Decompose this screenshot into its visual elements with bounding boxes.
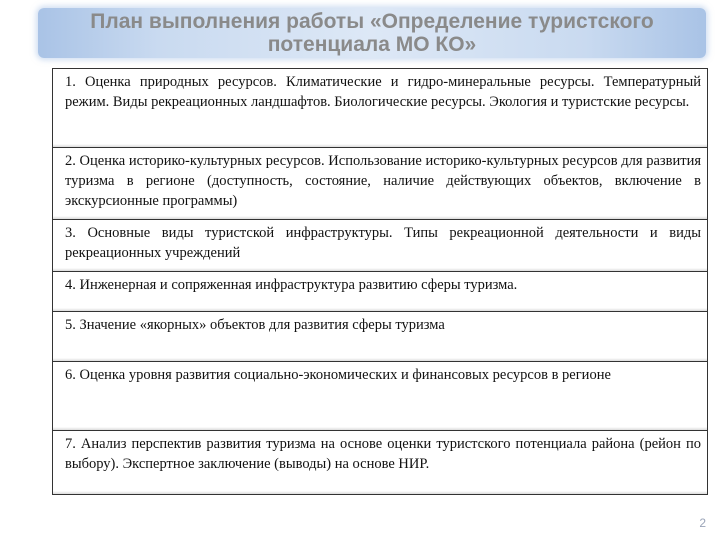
plan-item-2 (53, 148, 707, 220)
plan-item-7-text: 7. Анализ перспектив развития туризма на основе оценки туристского потенциала района (рейон по выбору). Экспертное заключение (выводы) на основе НИР. (65, 436, 701, 472)
slide-title: План выполнения работы «Определение туристского потенциала МО КО» (90, 10, 654, 56)
plan-item-6 (53, 362, 707, 431)
plan-item-4-text: 4. Инженерная и сопряженная инфраструктура развитию сферы туризма. (65, 277, 518, 293)
plan-item-3 (53, 220, 707, 272)
work-plan-table (52, 68, 708, 495)
plan-item-5 (53, 312, 707, 362)
plan-item-5-text: 5. Значение «якорных» объектов для развития сферы туризма (65, 317, 445, 333)
plan-item-6-text: 6. Оценка уровня развития социально-экономических и финансовых ресурсов в регионе (65, 367, 611, 383)
plan-item-4 (53, 272, 707, 312)
plan-item-1 (53, 69, 707, 148)
plan-item-7 (53, 431, 707, 494)
page-number: 2 (699, 516, 706, 530)
plan-item-2-text: 2. Оценка историко-культурных ресурсов. Использование историко-культурных ресурсов для развития туризма в регионе (доступность, состояние, наличие действующих объектов, включение в экскурсионные программы) (65, 153, 701, 209)
plan-item-3-text: 3. Основные виды туристской инфраструктуры. Типы рекреационной деятельности и виды рекреационных учреждений (65, 225, 701, 261)
plan-item-1-text: 1. Оценка природных ресурсов. Климатические и гидро-минеральные ресурсы. Температурный режим. Виды рекреационных ландшафтов. Биологические ресурсы. Экология и туристские ресурсы. (65, 74, 701, 110)
